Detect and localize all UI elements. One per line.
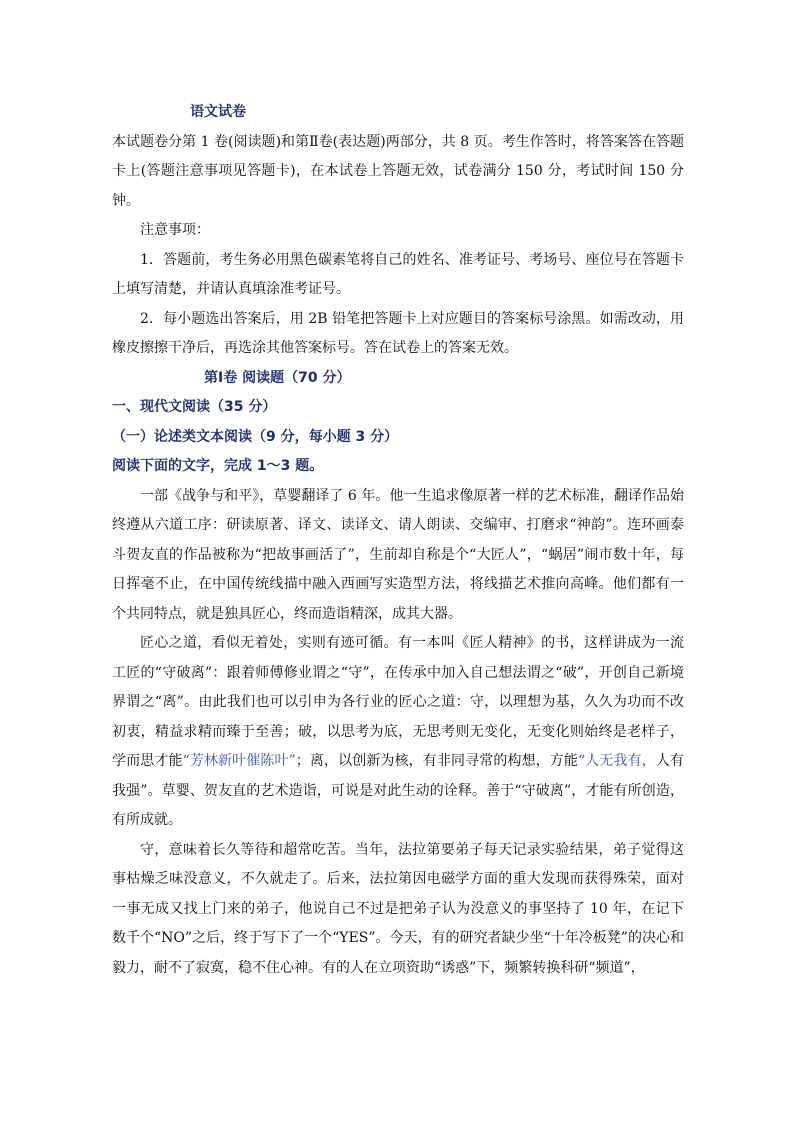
- body-paragraph-1: 一部《战争与和平》，草婴翻译了 6 年。他一生追求像原著一样的艺术标准，翻译作品始终遵从六道工序：研读原著、译文、读译文、请人朗读、交编审、打磨求“神韵”。连环画泰斗贺友直的作品被称为“把故事画活了”，生前却自称是个“大匠人”，“蜗居”闹市数十年，每日挥毫不止，在中国传统线描中融入西画写实造型方法，将线描艺术推向高峰。他们都有一个共同特点，就是独具匠心，终而造诣精深，成其大器。: [112, 487, 684, 622]
- exam-page: [112, 98, 684, 983]
- section-heading: 一、现代文阅读（35 分）: [112, 399, 277, 415]
- para2-part-b: ；离，以创新为核，有非同寻常的构想，方能: [295, 753, 579, 769]
- notice-item-2: 2．每小题选出答案后，用 2B 铅笔把答题卡上对应题目的答案标号涂黑。如需改动，用橡皮擦擦干净后，再选涂其他答案标号。答在试卷上的答案无效。: [112, 310, 684, 356]
- part1-title: 第Ⅰ卷 阅读题（70 分）: [204, 369, 351, 386]
- body-paragraph-2: [112, 629, 684, 836]
- para2-part-a: 匠心之道，看似无着处，实则有迹可循。有一本叫《匠人精神》的书，这样讲成为一流工匠的“守破离”：跟着师傅修业谓之“守”，在传承中加入自己想法谓之“破”，开创自己新境界谓之“离”。由此我们也可以引申为各行业的匠心之道：守，以理想为基，久久为功而不改初衷，精益求精而臻于至善；破，以思考为底，无思考则无变化，无变化则始终是老样子，学而思才能: [112, 635, 684, 769]
- reading-instruction: 阅读下面的文字，完成 1～3 题。: [112, 458, 324, 474]
- subsection-heading: （一）论述类文本阅读（9 分，每小题 3 分）: [112, 428, 399, 445]
- quote-poem: “芳林新叶催陈叶”: [182, 753, 296, 769]
- document-title: 语文试卷: [190, 104, 246, 120]
- notice-item-1: 1．答题前，考生务必用黑色碳素笔将自己的姓名、准考证号、考场号、座位号在答题卡上填写清楚，并请认真填涂准考证号。: [112, 251, 684, 297]
- body-paragraph-3: 守，意味着长久等待和超常吃苦。当年，法拉第要弟子每天记录实验结果，弟子觉得这事枯燥乏味没意义，不久就走了。后来，法拉第因电磁学方面的重大发现而获得殊荣，面对一事无成又找上门来的弟子，他说自己不过是把弟子认为没意义的事坚持了 10 年，在记下数千个“NO”之后，终于写下了一个“YES”。今天，有的研究者缺少坐“十年冷板凳”的决心和毅力，耐不了寂寞，稳不住心神。有的人在立项资助“诱惑”下，频繁转换科研“频道”，: [112, 841, 684, 976]
- quote-saying: “人无我有，: [578, 753, 656, 769]
- notice-heading: 注意事项：: [140, 222, 210, 238]
- intro-paragraph: 本试题卷分第 1 卷(阅读题)和第Ⅱ卷(表达题)两部分，共 8 页。考生作答时，将答案答在答题卡上(答题注意事项见答题卡)，在本试卷上答题无效，试卷满分 150 分，考试时间 150 分钟。: [112, 133, 684, 209]
- para2-part-c: 人有我强”。草婴、贺友直的艺术造诣，可说是对此生动的诠释。善于“守破离”，才能有所创造，有所成就。: [112, 753, 684, 828]
